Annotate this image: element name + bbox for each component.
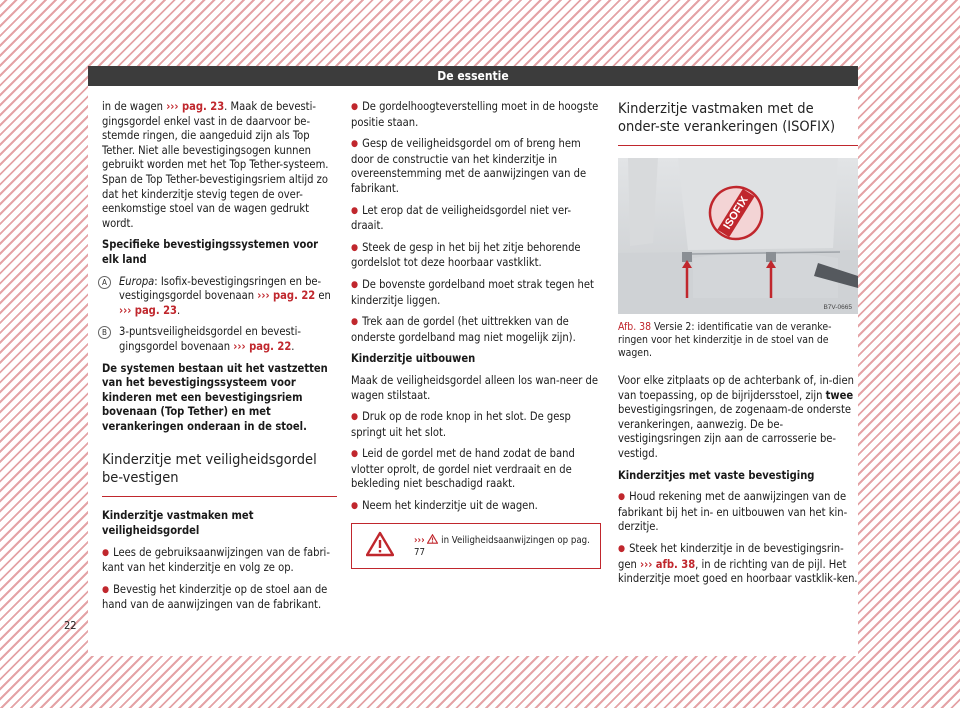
page-ref-link[interactable]: ››› pag. 22 [233, 339, 292, 353]
intro-paragraph: in de wagen ››› pag. 23. Maak de bevesti-gingsgordel enkel vast in de daarvoor be-stemde ringen, die aangeduid zijn als Top Tether. Niet alle bevestigingsogen kunnen gebruikt worden met het Top Tether-systeem. Span de Top Tether-bevestigingsriem altijd zo dat het kinderzitje stevig tegen de over-eenkomstige stoel van de wagen gedrukt wordt. [102, 100, 329, 230]
warning-text[interactable]: ››› in Veiligheidsaanwijzingen op pag. 77 [414, 534, 590, 558]
column-middle [351, 100, 601, 569]
warning-box [351, 523, 601, 569]
figure-code: B7V-0665 [823, 304, 852, 311]
figure-ref: Afb. 38 [618, 321, 652, 333]
column-left [102, 100, 337, 620]
list-item: ● Steek de gesp in het bij het zitje behorende gordelslot tot deze hoorbaar vastklikt. [351, 241, 601, 271]
isofix-figure [618, 158, 858, 314]
item-a: A Europa: Isofix-bevestigingsringen en be-vestigingsgordel bovenaan ››› pag. 22 en ››› pag. 23. [102, 275, 337, 319]
list-item: ● Leid de gordel met de hand zodat de band vlotter oprolt, de gordel niet verdraait en de bekleding niet beschadigd raakt. [351, 447, 601, 492]
section-title-gordel: Kinderzitje met veiligheidsgordel be-vestigen [102, 441, 337, 497]
warning-triangle-icon [366, 531, 394, 557]
figure-caption: Afb. 38 Versie 2: identificatie van de veranke-ringen voor het kinderzitje in de stoel van de wagen. [618, 321, 832, 359]
list-item: ● De gordelhoogteverstelling moet in de hoogste positie staan. [351, 100, 601, 130]
section-title-isofix: Kinderzitje vastmaken met de onder-ste verankeringen (ISOFIX) [618, 100, 858, 146]
column-right [618, 100, 858, 594]
manual-page [64, 66, 858, 656]
list-item: ● De bovenste gordelband moet strak tegen het kinderzitje liggen. [351, 278, 601, 308]
item-b: B 3-puntsveiligheidsgordel en bevesti-gingsgordel bovenaan ››› pag. 22. [102, 325, 337, 354]
list-item: ● Bevestig het kinderzitje op de stoel aan de hand van de aanwijzingen van de fabrikant. [102, 583, 337, 613]
page-ref-link[interactable]: ››› pag. 23 [166, 100, 225, 113]
list-item: ● Druk op de rode knop in het slot. De gesp springt uit het slot. [351, 410, 601, 440]
figure-ref-link[interactable]: ››› afb. 38 [639, 557, 696, 571]
specifieke-heading: Specifieke bevestigingssystemen voor elk land [102, 238, 319, 266]
isofix-seat-illustration [618, 158, 858, 314]
page-ref-link[interactable]: ››› pag. 22 [257, 289, 316, 303]
label-a-icon: A [98, 276, 111, 289]
list-item: ● Neem het kinderzitje uit de wagen. [351, 499, 601, 515]
page-number: 22 [64, 619, 77, 632]
vastmaken-heading: Kinderzitje vastmaken met veiligheidsgordel [102, 509, 254, 538]
page-header: De essentie [88, 66, 858, 86]
list-item: ● Trek aan de gordel (het uittrekken van de onderste gordelband mag niet mogelijk zijn). [351, 315, 601, 345]
list-item: ● Gesp de veiligheidsgordel om of breng hem door de constructie van het kinderzitje in overeenstemming met de aanwijzingen van de fabrikant. [351, 137, 601, 196]
list-item: ● Houd rekening met de aanwijzingen van de fabrikant bij het in- en uitbouwen van het kin-derzitje. [618, 490, 858, 535]
list-item: ● Let erop dat de veiligheidsgordel niet ver-draait. [351, 204, 601, 234]
isofix-logo-text: ISOFIX [721, 194, 751, 232]
warning-small-icon [427, 534, 438, 544]
list-item: ● Steek het kinderzitje in de bevestigingsrin-gen ››› afb. 38, in de richting van de pijl. Het kinderzitje moet goed en hoorbaar vastklik-ken. [618, 542, 858, 587]
isofix-paragraph: Voor elke zitplaats op de achterbank of, in-dien van toepassing, op de bijrijdersstoel, zijn twee bevestigingsringen, de zogenaam-de onderste verankeringen, aanwezig. De be-vestigingsringen zijn aan de carrosserie be-vestigd. [618, 374, 854, 460]
label-b-icon: B [98, 326, 111, 339]
vaste-heading: Kinderzitjes met vaste bevestiging [618, 468, 815, 482]
systems-paragraph: De systemen bestaan uit het vastzetten van het bevestigingssysteem voor kinderen met een bevestigingsriem bovenaan (Top Tether) en met verankeringen onderaan in de stoel. [102, 361, 328, 433]
list-item: ● Lees de gebruiksaanwijzingen van de fabri-kant van het kinderzitje en volg ze op. [102, 546, 337, 576]
page-ref-link[interactable]: ››› pag. 23 [119, 303, 177, 317]
uitbouwen-heading: Kinderzitje uitbouwen [351, 352, 476, 366]
uitbouwen-text: Maak de veiligheidsgordel alleen los wan-neer de wagen stilstaat. [351, 373, 598, 402]
